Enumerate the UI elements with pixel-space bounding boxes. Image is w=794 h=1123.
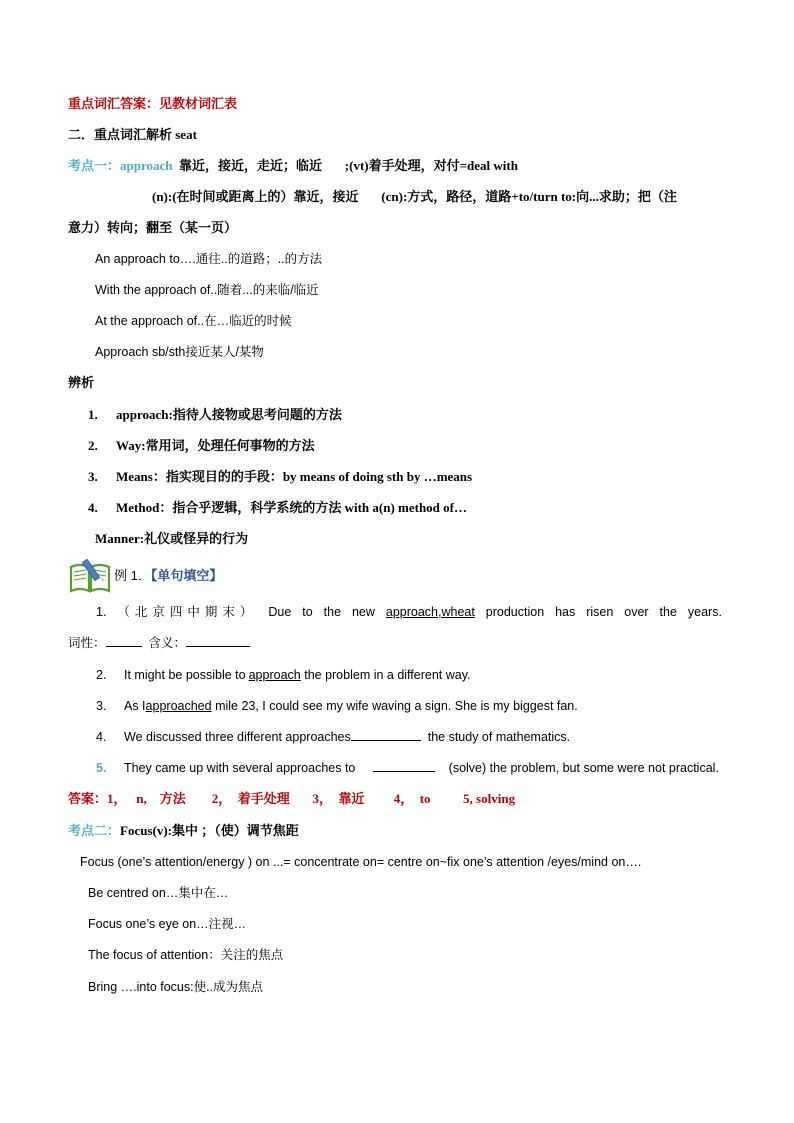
question-num: 3. xyxy=(96,699,107,713)
point1-line3: 意力）转向；翻至（某一页） xyxy=(68,220,238,235)
point2-text: Focus(v):集中 ；（使）调节焦距 xyxy=(120,823,299,838)
q5-post: (solve) the problem, but some were not practical. xyxy=(448,761,719,775)
analysis-item xyxy=(88,406,342,424)
q1-answer-word: approach,wheat xyxy=(385,605,475,619)
q5-pre: They came up with several approaches to xyxy=(124,761,356,775)
analysis-num: 2. xyxy=(88,438,98,453)
q1-word: years. xyxy=(687,605,722,619)
q2-pre: It might be possible to xyxy=(124,668,246,682)
phrase-focus-on: Focus (one’s attention/energy ) on ...= concentrate on= centre on~fix one’s attention /eyes/mind on…. xyxy=(80,855,642,869)
q1-word: to xyxy=(302,605,313,619)
point1-line2-a: (n):(在时间或距离上的）靠近，接近 xyxy=(152,189,359,204)
q1-word: risen xyxy=(586,605,614,619)
phrase-focus-attention: The focus of attention：关注的焦点 xyxy=(88,948,284,962)
analysis-item xyxy=(88,499,467,517)
point1-line2 xyxy=(152,188,677,206)
question-num: 5. xyxy=(96,761,107,775)
answers-line: 答案：1， n, 方法 2， 着手处理 3， 靠近 4， to 5, solving xyxy=(68,791,516,806)
q1-word: the xyxy=(659,605,677,619)
meaning-blank[interactable] xyxy=(186,634,250,647)
phrase-approach-to: An approach to….通往..的道路；..的方法 xyxy=(95,252,323,266)
question-num: 1. xyxy=(96,605,107,619)
analysis-title: 辨析 xyxy=(68,375,95,390)
question-1-line2 xyxy=(68,634,250,652)
q3-answer-word: approached xyxy=(145,699,212,713)
analysis-item xyxy=(88,437,315,455)
section-title: 二．重点词汇解析 seat xyxy=(68,127,197,142)
q2-post: the problem in a different way. xyxy=(304,668,471,682)
q4-pre: We discussed three different approaches xyxy=(124,730,351,744)
analysis-text: Means：指实现目的的手段：by means of doing sth by …means xyxy=(116,469,473,484)
analysis-text: Way:常用词，处理任何事物的方法 xyxy=(116,438,315,453)
question-2 xyxy=(96,666,471,684)
question-4 xyxy=(96,728,570,746)
q5-blank[interactable] xyxy=(373,759,435,772)
q1-word: has xyxy=(555,605,576,619)
q1-word: over xyxy=(624,605,649,619)
part-of-speech-blank[interactable] xyxy=(106,634,142,647)
manner-line: Manner:礼仪或怪异的行为 xyxy=(95,531,249,546)
phrase-with-approach: With the approach of..随着...的来临/临近 xyxy=(95,283,319,297)
analysis-text: approach:指待人接物或思考问题的方法 xyxy=(116,407,342,422)
analysis-text: Method：指合乎逻辑，科学系统的方法 with a(n) method of… xyxy=(116,500,467,515)
question-3 xyxy=(96,697,578,715)
q1-word: new xyxy=(351,605,375,619)
q4-post: the study of mathematics. xyxy=(427,730,571,744)
vocab-answer: 重点词汇答案：见教材词汇表 xyxy=(68,96,238,111)
phrase-be-centred: Be centred on…集中在… xyxy=(88,886,229,900)
part-of-speech-label: 词性： xyxy=(68,636,106,650)
q4-blank[interactable] xyxy=(351,728,421,741)
question-1 xyxy=(68,603,722,621)
phrase-approach-sb: Approach sb/sth接近某人/某物 xyxy=(95,345,264,359)
q1-word: （北京四中期末） xyxy=(117,605,258,619)
analysis-num: 3. xyxy=(88,469,98,484)
point1-line2-b: (cn):方式，路径，道路+to/turn to:向...求助；把（注 xyxy=(381,189,677,204)
analysis-num: 4. xyxy=(88,500,98,515)
q3-pre: As I xyxy=(124,699,146,713)
point1-meaning-a: 靠近，接近，走近；临近 xyxy=(179,158,323,173)
example-heading xyxy=(114,567,222,585)
phrase-at-approach: At the approach of..在…临近的时候 xyxy=(95,314,292,328)
q1-word: production xyxy=(485,605,545,619)
example-tag: 【单句填空】 xyxy=(150,568,223,583)
question-num: 2. xyxy=(96,668,107,682)
q2-answer-word: approach xyxy=(248,668,301,682)
point1-line1 xyxy=(68,157,518,175)
analysis-item xyxy=(88,468,472,486)
q3-post: mile 23, I could see my wife waving a sign. She is my biggest fan. xyxy=(215,699,578,713)
point2-label: 考点二： xyxy=(68,823,121,838)
question-num: 4. xyxy=(96,730,107,744)
point1-word: approach xyxy=(120,158,173,173)
q1-word: Due xyxy=(268,605,292,619)
phrase-focus-eye: Focus one’s eye on…注视… xyxy=(88,917,247,931)
open-book-pencil-icon xyxy=(68,557,112,595)
point1-meaning-b: ;(vt)着手处理，对付=deal with xyxy=(344,158,518,173)
meaning-label: 含义： xyxy=(148,636,186,650)
point1-label: 考点一： xyxy=(68,158,121,173)
point2-line xyxy=(68,822,299,840)
analysis-num: 1. xyxy=(88,407,98,422)
example-label: 例 1． xyxy=(114,568,151,583)
q1-word: the xyxy=(323,605,342,619)
phrase-bring-into-focus: Bring ….into focus:使..成为焦点 xyxy=(88,980,264,994)
question-5 xyxy=(96,759,719,777)
